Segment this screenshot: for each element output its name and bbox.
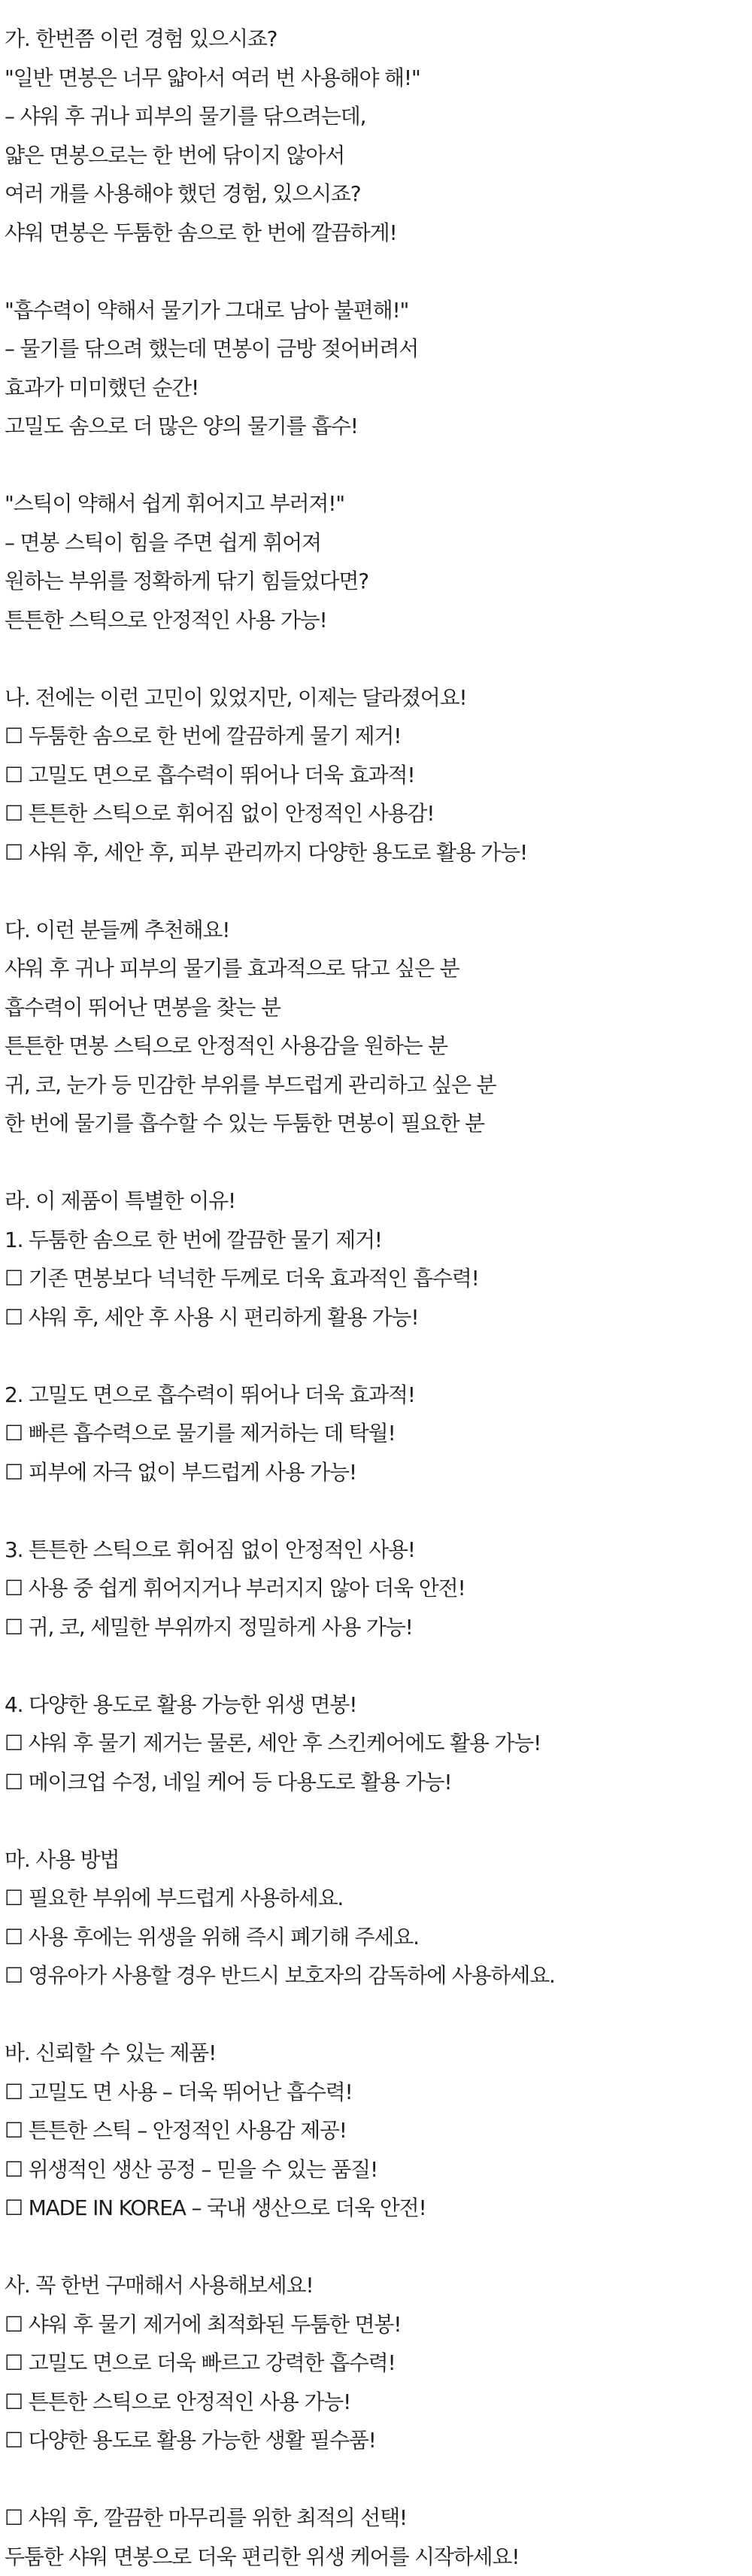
- section-heading: 마. 사용 방법: [5, 1840, 752, 1880]
- numbered-item: 2. 고밀도 면으로 흡수력이 뛰어나 더욱 효과적!: [5, 1376, 752, 1415]
- checkbox-item: ☐ 위생적인 생산 공정 – 믿을 수 있는 품질!: [5, 2150, 752, 2189]
- text-line: 원하는 부위를 정확하게 닦기 힘들었다면?: [5, 562, 752, 601]
- numbered-item: 1. 두툼한 솜으로 한 번에 깔끔한 물기 제거!: [5, 1221, 752, 1260]
- checkbox-item: ☐ 고밀도 면으로 흡수력이 뛰어나 더욱 효과적!: [5, 756, 752, 795]
- checkbox-item: ☐ 샤워 후, 세안 후, 피부 관리까지 다양한 용도로 활용 가능!: [5, 833, 752, 872]
- text-line: 귀, 코, 눈가 등 민감한 부위를 부드럽게 관리하고 싶은 분: [5, 1066, 752, 1105]
- checkbox-item: ☐ MADE IN KOREA – 국내 생산으로 더욱 안전!: [5, 2189, 752, 2228]
- checkbox-item: ☐ 튼튼한 스틱으로 안정적인 사용 가능!: [5, 2383, 752, 2422]
- checkbox-item: ☐ 사용 중 쉽게 휘어지거나 부러지지 않아 더욱 안전!: [5, 1569, 752, 1608]
- spacer: [5, 1801, 752, 1840]
- section-sa: [5, 2266, 752, 2460]
- numbered-item: 4. 다양한 용도로 활용 가능한 위생 면봉!: [5, 1685, 752, 1725]
- section-heading: 라. 이 제품이 특별한 이유!: [5, 1182, 752, 1221]
- text-line: 한 번에 물기를 흡수할 수 있는 두툼한 면봉이 필요한 분: [5, 1104, 752, 1143]
- checkbox-item: ☐ 튼튼한 스틱 – 안정적인 사용감 제공!: [5, 2111, 752, 2150]
- section-heading: 사. 꼭 한번 구매해서 사용해보세요!: [5, 2266, 752, 2305]
- section-na: [5, 678, 752, 872]
- closing-line: 두툼한 샤워 면봉으로 더욱 편리한 위생 케어를 시작하세요!: [5, 2538, 752, 2576]
- numbered-item: 3. 튼튼한 스틱으로 휘어짐 없이 안정적인 사용!: [5, 1531, 752, 1570]
- checkbox-item: ☐ 사용 후에는 위생을 위해 즉시 폐기해 주세요.: [5, 1918, 752, 1957]
- spacer: [5, 252, 752, 291]
- checkbox-item: ☐ 두툼한 솜으로 한 번에 깔끔하게 물기 제거!: [5, 717, 752, 756]
- section-ga: [5, 20, 752, 639]
- checkbox-item: ☐ 샤워 후 물기 제거는 물론, 세안 후 스킨케어에도 활용 가능!: [5, 1724, 752, 1763]
- spacer: [5, 2228, 752, 2267]
- spacer: [5, 2460, 752, 2499]
- checkbox-item: ☐ 고밀도 면으로 더욱 빠르고 강력한 흡수력!: [5, 2344, 752, 2383]
- checkbox-item: ☐ 피부에 자극 없이 부드럽게 사용 가능!: [5, 1453, 752, 1492]
- section-heading: 바. 신뢰할 수 있는 제품!: [5, 2034, 752, 2073]
- spacer: [5, 446, 752, 485]
- text-line: "흡수력이 약해서 물기가 그대로 남아 불편해!": [5, 291, 752, 330]
- text-line: 샤워 면봉은 두툼한 솜으로 한 번에 깔끔하게!: [5, 214, 752, 253]
- spacer: [5, 1491, 752, 1531]
- text-line: 샤워 후 귀나 피부의 물기를 효과적으로 닦고 싶은 분: [5, 949, 752, 988]
- text-line: – 샤워 후 귀나 피부의 물기를 닦으려는데,: [5, 97, 752, 136]
- text-line: 고밀도 솜으로 더 많은 양의 물기를 흡수!: [5, 407, 752, 446]
- text-line: 흡수력이 뛰어난 면봉을 찾는 분: [5, 988, 752, 1027]
- checkbox-item: ☐ 튼튼한 스틱으로 휘어짐 없이 안정적인 사용감!: [5, 794, 752, 833]
- section-ra: [5, 1182, 752, 1801]
- section-ba: [5, 2034, 752, 2228]
- checkbox-item: ☐ 영유아가 사용할 경우 반드시 보호자의 감독하에 사용하세요.: [5, 1956, 752, 1995]
- text-line: 여러 개를 사용해야 했던 경험, 있으시죠?: [5, 174, 752, 214]
- checkbox-item: ☐ 기존 면봉보다 넉넉한 두께로 더욱 효과적인 흡수력!: [5, 1259, 752, 1298]
- text-line: 효과가 미미했던 순간!: [5, 369, 752, 408]
- spacer: [5, 872, 752, 911]
- text-line: "일반 면봉은 너무 얇아서 여러 번 사용해야 해!": [5, 59, 752, 98]
- checkbox-item: ☐ 메이크업 수정, 네일 케어 등 다용도로 활용 가능!: [5, 1763, 752, 1802]
- checkbox-item: ☐ 샤워 후 물기 제거에 최적화된 두툼한 면봉!: [5, 2305, 752, 2344]
- text-line: "스틱이 약해서 쉽게 휘어지고 부러져!": [5, 484, 752, 523]
- spacer: [5, 1337, 752, 1376]
- text-line: – 물기를 닦으려 했는데 면봉이 금방 젖어버려서: [5, 329, 752, 369]
- spacer: [5, 1143, 752, 1182]
- spacer: [5, 639, 752, 678]
- checkbox-item: ☐ 귀, 코, 세밀한 부위까지 정밀하게 사용 가능!: [5, 1608, 752, 1647]
- section-ma: [5, 1840, 752, 1995]
- section-da: [5, 911, 752, 1143]
- spacer: [5, 1646, 752, 1685]
- checkbox-item: ☐ 샤워 후, 깔끔한 마무리를 위한 최적의 선택!: [5, 2499, 752, 2538]
- spacer: [5, 1995, 752, 2034]
- checkbox-item: ☐ 다양한 용도로 활용 가능한 생활 필수품!: [5, 2421, 752, 2460]
- checkbox-item: ☐ 필요한 부위에 부드럽게 사용하세요.: [5, 1879, 752, 1918]
- text-line: 얇은 면봉으로는 한 번에 닦이지 않아서: [5, 136, 752, 175]
- checkbox-item: ☐ 샤워 후, 세안 후 사용 시 편리하게 활용 가능!: [5, 1298, 752, 1337]
- checkbox-item: ☐ 빠른 흡수력으로 물기를 제거하는 데 탁월!: [5, 1414, 752, 1453]
- text-line: 튼튼한 면봉 스틱으로 안정적인 사용감을 원하는 분: [5, 1027, 752, 1066]
- section-closing: [5, 2499, 752, 2576]
- text-line: – 면봉 스틱이 힘을 주면 쉽게 휘어져: [5, 523, 752, 563]
- checkbox-item: ☐ 고밀도 면 사용 – 더욱 뛰어난 흡수력!: [5, 2073, 752, 2112]
- section-heading: 가. 한번쯤 이런 경험 있으시죠?: [5, 20, 752, 59]
- section-heading: 나. 전에는 이런 고민이 있었지만, 이제는 달라졌어요!: [5, 678, 752, 718]
- section-heading: 다. 이런 분들께 추천해요!: [5, 911, 752, 950]
- text-line: 튼튼한 스틱으로 안정적인 사용 가능!: [5, 601, 752, 640]
